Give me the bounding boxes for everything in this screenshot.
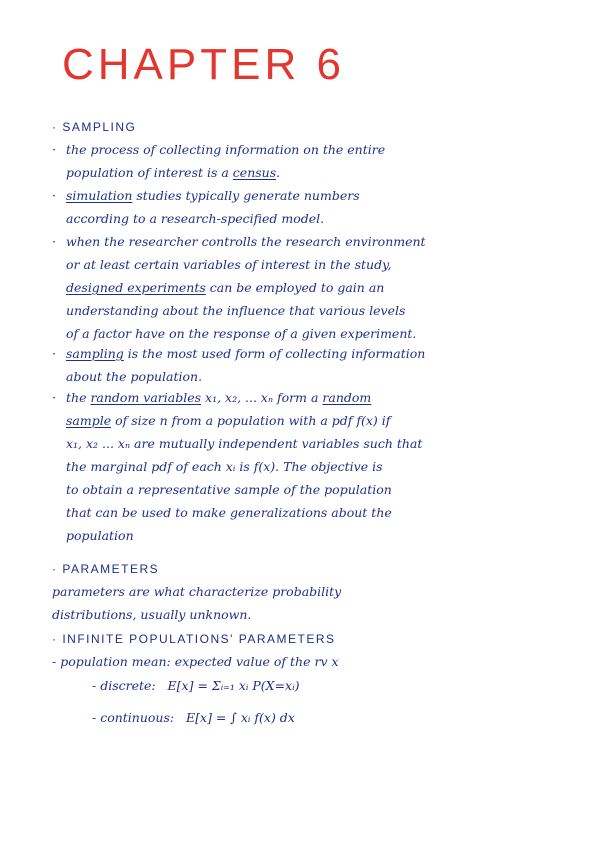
population-mean-line: - population mean: expected value of the rv x [52,654,339,669]
parameters-definition: parameters are what characterize probability distributions, usually unknown. [52,584,342,622]
sampling-bullet: · sampling is the most used form of collecting information about the population. [52,342,542,388]
bullet-dot: · [52,346,56,361]
bullet-dot: · [52,234,56,249]
designed-experiments-bullet: · when the researcher controlls the research environment or at least certain variables of interest in the study, designed experiments can be employed to gain an understanding about the influence that various levels of a factor have on the response of a given experiment. [52,230,542,345]
chapter-title: CHAPTER 6 [62,40,345,89]
sampling-heading: · SAMPLING [52,120,137,134]
infinite-populations-heading: · INFINITE POPULATIONS' PARAMETERS [52,632,336,646]
continuous-formula: - continuous: E[x] = ∫ xᵢ f(x) dx [92,710,295,725]
discrete-formula: - discrete: E[x] = Σᵢ₌₁ xᵢ P(X=xᵢ) [92,678,300,693]
simulation-bullet: · simulation studies typically generate numbers according to a research-specified model. [52,184,542,230]
parameters-heading: · PARAMETERS [52,562,160,576]
random-term: random [322,390,372,405]
simulation-term: simulation [66,188,133,203]
bullet-dot: · [52,390,56,405]
designed-experiments-term: designed experiments [66,280,206,295]
random-sample-bullet: · the random variables x₁, x₂, ... xₙ form a random sample of size n from a population with a pdf f(x) if x₁, x₂ ... xₙ are mutually independent variables such that the marginal pdf of each xᵢ is f(x). The objective is to obtain a representative sample of the population that can be used to make generalizations about the population [52,386,542,547]
census-bullet: · the process of collecting information on the entire population of interest is a census. [52,138,542,184]
bullet-dot: · [52,188,56,203]
sampling-term: sampling [66,346,124,361]
bullet-dot: · [52,142,56,157]
census-term: census [232,165,277,180]
sample-term: sample [66,413,112,428]
random-variables-term: random variables [90,390,202,405]
